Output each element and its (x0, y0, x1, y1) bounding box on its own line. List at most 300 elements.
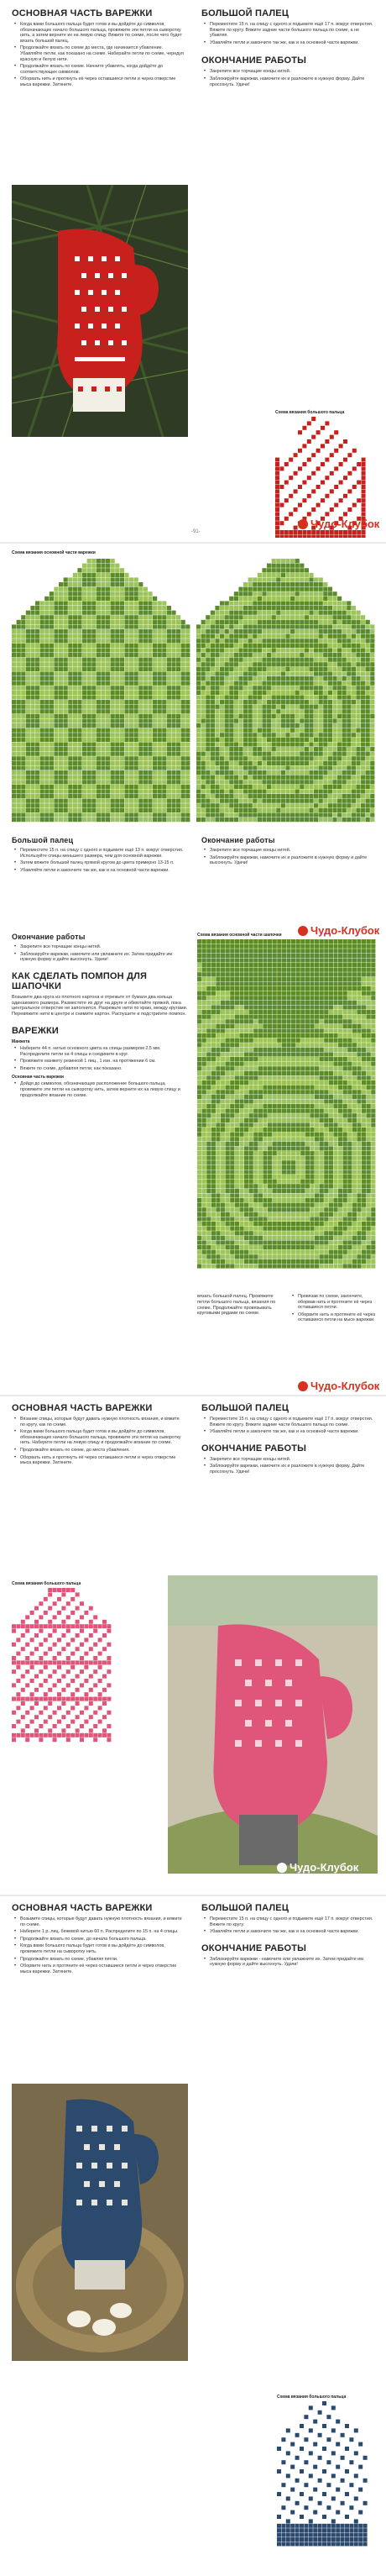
chart-cell (129, 587, 133, 591)
chart-cell (21, 723, 25, 728)
finish-heading: ОКОНЧАНИЕ РАБОТЫ (201, 55, 307, 66)
chart-cell (158, 620, 162, 624)
chart-cell (215, 714, 219, 718)
chart-cell (366, 691, 370, 695)
chart-cell (115, 629, 119, 633)
chart-cell (281, 785, 285, 789)
chart-cell (263, 944, 267, 949)
chart-cell (196, 770, 201, 775)
chart-cell (211, 695, 215, 699)
chart-cell (277, 1001, 281, 1005)
chart-cell (176, 667, 180, 671)
chart-cell (120, 765, 124, 770)
chart-cell (352, 714, 356, 718)
chart-cell (35, 629, 39, 633)
chart-cell (134, 775, 138, 780)
chart-cell (21, 709, 25, 713)
chart-cell (362, 954, 366, 958)
chart-cell (158, 789, 162, 793)
chart-cell (54, 615, 58, 619)
chart-cell (17, 765, 21, 770)
chart-cell (281, 634, 285, 639)
chart-cell (129, 705, 133, 709)
chart-cell (276, 770, 280, 775)
chart-cell (73, 658, 77, 662)
chart-cell (276, 634, 280, 639)
chart-cell (73, 733, 77, 737)
chart-cell (225, 705, 229, 709)
chart-cell (124, 775, 128, 780)
chart-cell (243, 676, 248, 681)
chart-cell (220, 733, 224, 737)
chart-cell (64, 601, 68, 605)
chart-cell (371, 1010, 375, 1014)
chart-cell (294, 507, 298, 512)
chart-cell (54, 629, 58, 633)
chart-cell (115, 817, 119, 822)
chart-cell (311, 444, 316, 448)
chart-cell (176, 644, 180, 648)
chart-cell (30, 808, 34, 812)
chart-cell (279, 458, 284, 462)
chart-cell (44, 775, 49, 780)
chart-cell (305, 624, 309, 628)
chart-cell (343, 449, 347, 453)
chart-cell (143, 587, 148, 591)
chart-cell (82, 803, 86, 807)
chart-cell (101, 611, 105, 615)
chart-cell (305, 718, 309, 723)
chart-cell (367, 939, 371, 944)
chart-cell (115, 770, 119, 775)
chart-cell (238, 756, 243, 760)
chart-cell (73, 742, 77, 746)
chart-cell (329, 991, 333, 996)
chart-cell (263, 981, 267, 986)
chart-cell (17, 808, 21, 812)
chart-cell (330, 489, 334, 493)
chart-cell (73, 671, 77, 676)
chart-cell (342, 728, 347, 733)
chart-cell (319, 775, 323, 780)
chart-cell (234, 733, 238, 737)
knitting-chart-grid (12, 559, 190, 823)
chart-cell (216, 968, 220, 972)
chart-cell (238, 691, 243, 695)
chart-cell (134, 644, 138, 648)
chart-cell (258, 615, 262, 619)
chart-cell (366, 676, 370, 681)
chart-cell (21, 653, 25, 657)
chart-cell (320, 1010, 324, 1014)
chart-cell (343, 534, 347, 538)
chart-cell (295, 803, 300, 807)
chart-cell (352, 958, 357, 962)
chart-cell (234, 624, 238, 628)
chart-cell (263, 1015, 267, 1019)
chart-cell (111, 629, 115, 633)
chart-cell (215, 671, 219, 676)
chart-cell (262, 686, 266, 690)
chart-cell (229, 765, 233, 770)
chart-cell (44, 629, 49, 633)
chart-cell (352, 981, 357, 986)
chart-cell (248, 733, 253, 737)
chart-cell (272, 723, 276, 728)
chart-cell (357, 991, 361, 996)
chart-cell (138, 789, 143, 793)
chart-cell (206, 968, 211, 972)
chart-cell (40, 765, 44, 770)
chart-cell (68, 780, 72, 784)
chart-cell (315, 944, 319, 949)
chart-cell (332, 803, 336, 807)
chart-cell (244, 968, 248, 972)
chart-cell (30, 624, 34, 628)
chart-cell (253, 1010, 258, 1014)
chart-cell (276, 794, 280, 798)
chart-cell (181, 639, 185, 643)
chart-cell (279, 485, 284, 489)
chart-cell (50, 799, 54, 803)
chart-cell (347, 681, 351, 686)
chart-cell (316, 481, 321, 485)
chart-cell (68, 761, 72, 765)
chart-cell (91, 709, 96, 713)
chart-cell (337, 723, 342, 728)
chart-cell (324, 958, 328, 962)
chart-cell (320, 949, 324, 953)
chart-cell (158, 634, 162, 639)
main-part-heading: ОСНОВНАЯ ЧАСТЬ ВАРЕЖКИ (12, 8, 153, 18)
chart-cell (356, 634, 360, 639)
chart-cell (371, 949, 375, 953)
chart-cell (201, 789, 206, 793)
chart-cell (215, 775, 219, 780)
chart-cell (258, 671, 262, 676)
chart-cell (262, 770, 266, 775)
chart-cell (129, 723, 133, 728)
chart-cell (167, 789, 171, 793)
chart-cell (87, 587, 91, 591)
chart-cell (185, 738, 190, 742)
chart-cell (201, 765, 206, 770)
chart-cell (211, 817, 215, 822)
chart-cell (40, 676, 44, 681)
chart-cell (356, 648, 360, 652)
chart-cell (319, 667, 323, 671)
chart-cell (347, 624, 351, 628)
chart-cell (91, 667, 96, 671)
chart-cell (311, 439, 316, 444)
chart-cell (162, 629, 166, 633)
chart-cell (82, 756, 86, 760)
chart-cell (211, 775, 215, 780)
chart-cell (181, 799, 185, 803)
chart-cell (68, 765, 72, 770)
chart-cell (35, 808, 39, 812)
chart-cell (201, 700, 206, 704)
chart-cell (334, 498, 338, 502)
chart-cell (226, 1015, 230, 1019)
chart-cell (361, 742, 365, 746)
chart-cell (281, 709, 285, 713)
chart-cell (40, 606, 44, 610)
chart-cell (73, 723, 77, 728)
chart-cell (366, 817, 370, 822)
chart-cell (167, 658, 171, 662)
chart-cell (343, 977, 347, 981)
chart-cell (328, 620, 332, 624)
chart-cell (96, 785, 101, 789)
chart-cell (73, 812, 77, 817)
chart-cell (220, 700, 224, 704)
chart-cell (302, 435, 306, 439)
chart-cell (206, 686, 210, 690)
chart-cell (325, 512, 329, 516)
chart-cell (162, 733, 166, 737)
chart-cell (12, 770, 16, 775)
chart-cell (309, 700, 313, 704)
chart-cell (352, 705, 356, 709)
chart-cell (291, 991, 295, 996)
chart-cell (206, 658, 210, 662)
chart-cell (21, 775, 25, 780)
chart-cell (258, 691, 262, 695)
chart-cell (101, 718, 105, 723)
chart-cell (342, 803, 347, 807)
chart-cell (106, 808, 110, 812)
chart-cell (332, 591, 336, 596)
chart-cell (158, 671, 162, 676)
chart-cell (106, 601, 110, 605)
chart-cell (143, 653, 148, 657)
chart-cell (206, 812, 210, 817)
chart-cell (176, 775, 180, 780)
chart-cell (196, 775, 201, 780)
chart-cell (325, 449, 329, 453)
chart-cell (17, 686, 21, 690)
chart-cell (35, 761, 39, 765)
chart-cell (26, 691, 30, 695)
chart-cell (229, 658, 233, 662)
chart-cell (54, 770, 58, 775)
chart-cell (220, 691, 224, 695)
chart-cell (337, 799, 342, 803)
chart-cell (352, 624, 356, 628)
chart-cell (319, 634, 323, 639)
chart-cell (206, 1001, 211, 1005)
chart-cell (30, 742, 34, 746)
chart-cell (229, 611, 233, 615)
chart-cell (64, 644, 68, 648)
chart-cell (158, 653, 162, 657)
chart-cell (258, 747, 262, 751)
chart-cell (206, 756, 210, 760)
chart-cell (328, 780, 332, 784)
chart-cell (120, 728, 124, 733)
chart-cell (366, 624, 370, 628)
chart-cell (267, 728, 271, 733)
chart-cell (211, 742, 215, 746)
chart-cell (206, 624, 210, 628)
chart-cell (106, 639, 110, 643)
chart-cell (267, 785, 271, 789)
chart-cell (201, 761, 206, 765)
chart-cell (357, 481, 361, 485)
chart-cell (366, 752, 370, 756)
chart-cell (215, 658, 219, 662)
logo-icon (298, 519, 308, 529)
chart-cell (96, 582, 101, 586)
chart-cell (284, 476, 289, 480)
chart-cell (167, 775, 171, 780)
chart-cell (243, 606, 248, 610)
chart-cell (73, 662, 77, 666)
chart-cell (21, 794, 25, 798)
chart-cell (87, 634, 91, 639)
chart-cell (275, 462, 279, 466)
chart-cell (40, 817, 44, 822)
chart-cell (328, 785, 332, 789)
chart-cell (319, 780, 323, 784)
chart-cell (21, 747, 25, 751)
chart-cell (333, 991, 337, 996)
chart-cell (238, 812, 243, 817)
chart-cell (59, 587, 63, 591)
chart-cell (362, 530, 366, 534)
chart-cell (77, 577, 81, 581)
chart-cell (324, 949, 328, 953)
chart-cell (356, 803, 360, 807)
chart-cell (296, 1010, 300, 1014)
chart-cell (77, 639, 81, 643)
chart-cell (309, 624, 313, 628)
chart-cell (300, 601, 304, 605)
chart-cell (77, 676, 81, 681)
chart-cell (291, 1015, 295, 1019)
chart-cell (206, 723, 210, 728)
chart-cell (201, 691, 206, 695)
list-item: • Заблокируйте варежки, намочите их и разложите в нужную форму и дайте высохнуть. Удачи! (210, 855, 378, 866)
chart-cell (338, 968, 342, 972)
chart-cell (294, 471, 298, 476)
chart-cell (196, 629, 201, 633)
chart-cell (300, 648, 304, 652)
chart-cell (64, 582, 68, 586)
chart-cell (120, 681, 124, 686)
chart-cell (307, 471, 311, 476)
chart-cell (281, 756, 285, 760)
chart-cell (300, 1005, 305, 1009)
chart-cell (96, 738, 101, 742)
chart-cell (300, 709, 304, 713)
chart-cell (201, 634, 206, 639)
chart-cell (201, 624, 206, 628)
chart-cell (82, 629, 86, 633)
chart-cell (302, 471, 306, 476)
chart-cell (87, 789, 91, 793)
chart-cell (314, 639, 318, 643)
chart-cell (87, 714, 91, 718)
chart-cell (362, 1010, 366, 1014)
chart-cell (221, 1015, 225, 1019)
chart-cell (370, 756, 374, 760)
chart-cell (196, 785, 201, 789)
chart-cell (347, 775, 351, 780)
chart-cell (309, 709, 313, 713)
chart-cell (101, 620, 105, 624)
chart-cell (347, 723, 351, 728)
chart-cell (244, 972, 248, 976)
chart-cell (300, 794, 304, 798)
chart-cell (96, 587, 101, 591)
chart-cell (339, 534, 343, 538)
chart-cell (243, 582, 248, 586)
chart-cell (26, 662, 30, 666)
chart-cell (59, 723, 63, 728)
chart-cell (343, 1001, 347, 1005)
chart-cell (277, 986, 281, 991)
chart-cell (347, 747, 351, 751)
chart-cell (50, 794, 54, 798)
chart-cell (73, 752, 77, 756)
chart-cell (311, 417, 316, 421)
chart-cell (314, 718, 318, 723)
chart-cell (263, 996, 267, 1000)
chart-cell (347, 1010, 352, 1014)
chart-cell (225, 653, 229, 657)
chart-cell (253, 658, 257, 662)
chart-cell (234, 629, 238, 633)
chart-cell (244, 991, 248, 996)
chart-cell (87, 577, 91, 581)
chart-cell (309, 723, 313, 728)
chart-cell (295, 591, 300, 596)
chart-cell (12, 624, 16, 628)
chart-cell (290, 591, 295, 596)
chart-cell (309, 591, 313, 596)
chart-cell (106, 648, 110, 652)
chart-cell (201, 705, 206, 709)
chart-cell (272, 761, 276, 765)
chart-cell (148, 695, 152, 699)
chart-cell (267, 634, 271, 639)
main-part-column (12, 8, 184, 90)
chart-cell (272, 817, 276, 822)
chart-cell (138, 799, 143, 803)
chart-cell (285, 577, 290, 581)
chart-cell (167, 662, 171, 666)
chart-cell (77, 573, 81, 577)
chart-cell (91, 691, 96, 695)
chart-cell (258, 601, 262, 605)
chart-cell (206, 789, 210, 793)
chart-cell (272, 738, 276, 742)
chart-cell (290, 812, 295, 817)
chart-cell (59, 761, 63, 765)
chart-cell (206, 1015, 211, 1019)
chart-cell (181, 756, 185, 760)
chart-cell (185, 629, 190, 633)
chart-cell (158, 785, 162, 789)
chart-cell (96, 611, 101, 615)
chart-cell (35, 658, 39, 662)
chart-cell (91, 662, 96, 666)
chart-cell (361, 723, 365, 728)
chart-cell (167, 644, 171, 648)
chart-cell (356, 812, 360, 817)
